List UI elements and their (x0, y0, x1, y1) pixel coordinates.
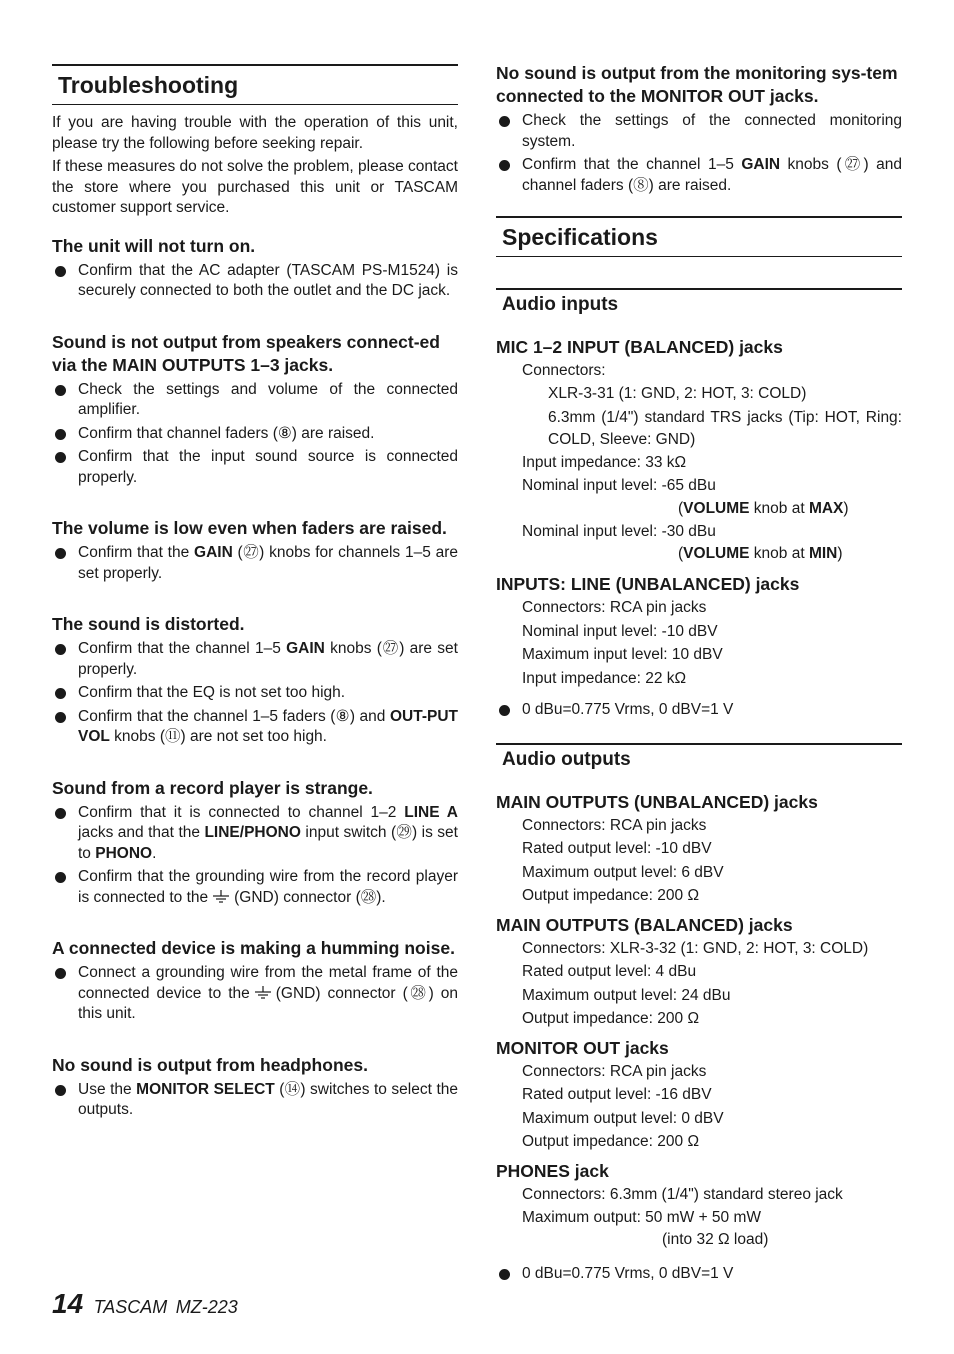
spec-line: Rated output level: 4 dBu (522, 963, 697, 980)
spec-line: 6.3mm (1/4") standard TRS jacks (Tip: HOT, Ring: COLD, Sleeve: GND) (548, 408, 902, 448)
main-unbalanced-spec (496, 791, 902, 908)
spec-line: Maximum output level: 0 dBV (522, 1109, 724, 1127)
bullet-icon (55, 712, 66, 723)
list-item: 0 dBu=0.775 Vrms, 0 dBV=1 V (496, 700, 902, 721)
spec-line: XLR-3-31 (1: GND, 2: HOT, 3: COLD) (548, 384, 807, 402)
phones-spec (496, 1160, 902, 1250)
ground-icon (254, 986, 272, 1000)
spec-line: Connectors: RCA pin jacks (522, 816, 707, 834)
bullet-icon (55, 429, 66, 440)
troubleshooting-title: Troubleshooting (52, 64, 458, 105)
main-balanced-spec (496, 914, 902, 1031)
spec-line: Rated output level: -16 dBV (522, 1086, 712, 1103)
issue-heading: The sound is distorted. (52, 614, 245, 634)
spec-note: (VOLUME knob at MIN) (678, 545, 843, 562)
issue-heading: Sound is not output from speakers connect-ed via the MAIN OUTPUTS 1–3 jacks. (52, 331, 440, 375)
issue-block (52, 235, 458, 302)
bullet-icon (499, 116, 510, 127)
issue-block (52, 331, 458, 489)
bullet-icon (499, 160, 510, 171)
list-item: Confirm that channel faders (⑧) are raised. (52, 424, 458, 445)
spec-line: Output impedance: 200 Ω (522, 887, 700, 904)
spec-line: Input impedance: 33 kΩ (522, 453, 687, 471)
list-item: Connect a grounding wire from the metal frame of the connected device to the (GND) connector (㉘) on this unit. (52, 963, 458, 1025)
specifications-title: Specifications (496, 216, 902, 257)
spec-line: Connectors: RCA pin jacks (522, 599, 707, 616)
issue-heading: Sound from a record player is strange. (52, 777, 373, 798)
page-number: 14 (52, 1288, 84, 1319)
issue-block (52, 517, 458, 584)
issue-block (52, 613, 458, 748)
footer-model: MZ-223 (175, 1297, 238, 1317)
spec-line: Nominal input level: -65 dBu (522, 477, 716, 494)
mic-input-spec (496, 336, 902, 565)
bullet-icon (55, 452, 66, 463)
monitor-out-spec (496, 1037, 902, 1154)
list-item: Confirm that the GAIN (㉗) knobs for channels 1–5 are set properly. (52, 543, 458, 584)
bullet-icon (499, 1269, 510, 1280)
bullet-icon (55, 1085, 66, 1096)
spec-line: Nominal input level: -30 dBu (522, 522, 716, 540)
spec-heading: MAIN OUTPUTS (UNBALANCED) jacks (496, 791, 818, 812)
spec-line: Connectors: 6.3mm (1/4") standard stereo jack (522, 1185, 843, 1203)
spec-line: Rated output level: -10 dBV (522, 840, 712, 857)
spec-heading: INPUTS: LINE (UNBALANCED) jacks (496, 574, 800, 594)
issue-block (496, 62, 902, 196)
issue-heading: The unit will not turn on. (52, 235, 256, 256)
list-item: Use the MONITOR SELECT (⑭) switches to select the outputs. (52, 1080, 458, 1121)
spec-line: Input impedance: 22 kΩ (522, 669, 687, 687)
issue-heading: The volume is low even when faders are raised. (52, 518, 447, 538)
list-item: Confirm that the AC adapter (TASCAM PS-M1524) is securely connected to both the outlet and the DC jack. (52, 261, 458, 302)
spec-line: Maximum input level: 10 dBV (522, 646, 723, 663)
left-column (52, 64, 458, 1121)
spec-line: Connectors: RCA pin jacks (522, 1062, 707, 1080)
bullet-icon (55, 968, 66, 979)
spec-line: Output impedance: 200 Ω (522, 1010, 700, 1027)
page-footer (52, 1288, 238, 1320)
list-item: Confirm that the input sound source is connected properly. (52, 447, 458, 488)
spec-heading: PHONES jack (496, 1160, 609, 1181)
bullet-icon (55, 688, 66, 699)
spec-note: (into 32 Ω load) (662, 1230, 769, 1248)
list-item: Confirm that the channel 1–5 faders (⑧) and OUT-PUT VOL knobs (⑪) are not set too high. (52, 707, 458, 748)
list-item: Confirm that the channel 1–5 GAIN knobs (㉗) and channel faders (⑧) are raised. (496, 155, 902, 196)
issue-heading: A connected device is making a humming noise. (52, 938, 455, 958)
intro-paragraph-1: If you are having trouble with the operation of this unit, please try the following before seeking repair. (52, 114, 458, 152)
list-item: Confirm that the EQ is not set too high. (52, 683, 458, 704)
list-item: Confirm that it is connected to channel 1–2 LINE A jacks and that the LINE/PHONO input switch (㉙) is set to PHONO. (52, 803, 458, 865)
spec-line: Maximum output level: 6 dBV (522, 863, 724, 881)
bullet-icon (55, 548, 66, 559)
list-item: Check the settings of the connected monitoring system. (496, 111, 902, 152)
spec-line: Output impedance: 200 Ω (522, 1133, 700, 1150)
bullet-icon (55, 385, 66, 396)
issue-heading: No sound is output from headphones. (52, 1054, 368, 1075)
spec-line: Nominal input level: -10 dBV (522, 622, 718, 640)
spec-line: Maximum output: 50 mW + 50 mW (522, 1209, 762, 1226)
issue-heading: No sound is output from the monitoring sys-tem connected to the MONITOR OUT jacks. (496, 63, 898, 106)
audio-outputs-title: Audio outputs (496, 743, 902, 771)
bullet-icon (55, 808, 66, 819)
right-column (496, 62, 902, 1284)
spec-heading: MONITOR OUT jacks (496, 1037, 669, 1058)
audio-inputs-title: Audio inputs (496, 288, 902, 316)
footer-brand: TASCAM (93, 1297, 168, 1317)
list-item: Confirm that the grounding wire from the record player is connected to the (GND) connector (㉘). (52, 867, 458, 908)
ground-icon (212, 890, 230, 904)
spec-line: Maximum output level: 24 dBu (522, 986, 731, 1004)
bullet-icon (55, 872, 66, 883)
bullet-icon (499, 705, 510, 716)
list-item: 0 dBu=0.775 Vrms, 0 dBV=1 V (496, 1264, 902, 1285)
spec-line: Connectors: XLR-3-32 (1: GND, 2: HOT, 3: COLD) (522, 939, 869, 957)
bullet-icon (55, 644, 66, 655)
list-item: Check the settings and volume of the connected amplifier. (52, 380, 458, 421)
bullet-icon (55, 266, 66, 277)
issue-block (52, 1054, 458, 1121)
spec-line: Connectors: (522, 362, 606, 379)
spec-heading: MAIN OUTPUTS (BALANCED) jacks (496, 914, 793, 935)
line-input-spec (496, 573, 902, 690)
list-item: Confirm that the channel 1–5 GAIN knobs (㉗) are set properly. (52, 639, 458, 680)
issue-block (52, 937, 458, 1025)
intro-paragraph-2: If these measures do not solve the problem, please contact the store where you purchased this unit or TASCAM customer support service. (52, 158, 458, 216)
spec-note: (VOLUME knob at MAX) (678, 499, 849, 517)
spec-heading: MIC 1–2 INPUT (BALANCED) jacks (496, 337, 783, 357)
issue-block (52, 777, 458, 909)
